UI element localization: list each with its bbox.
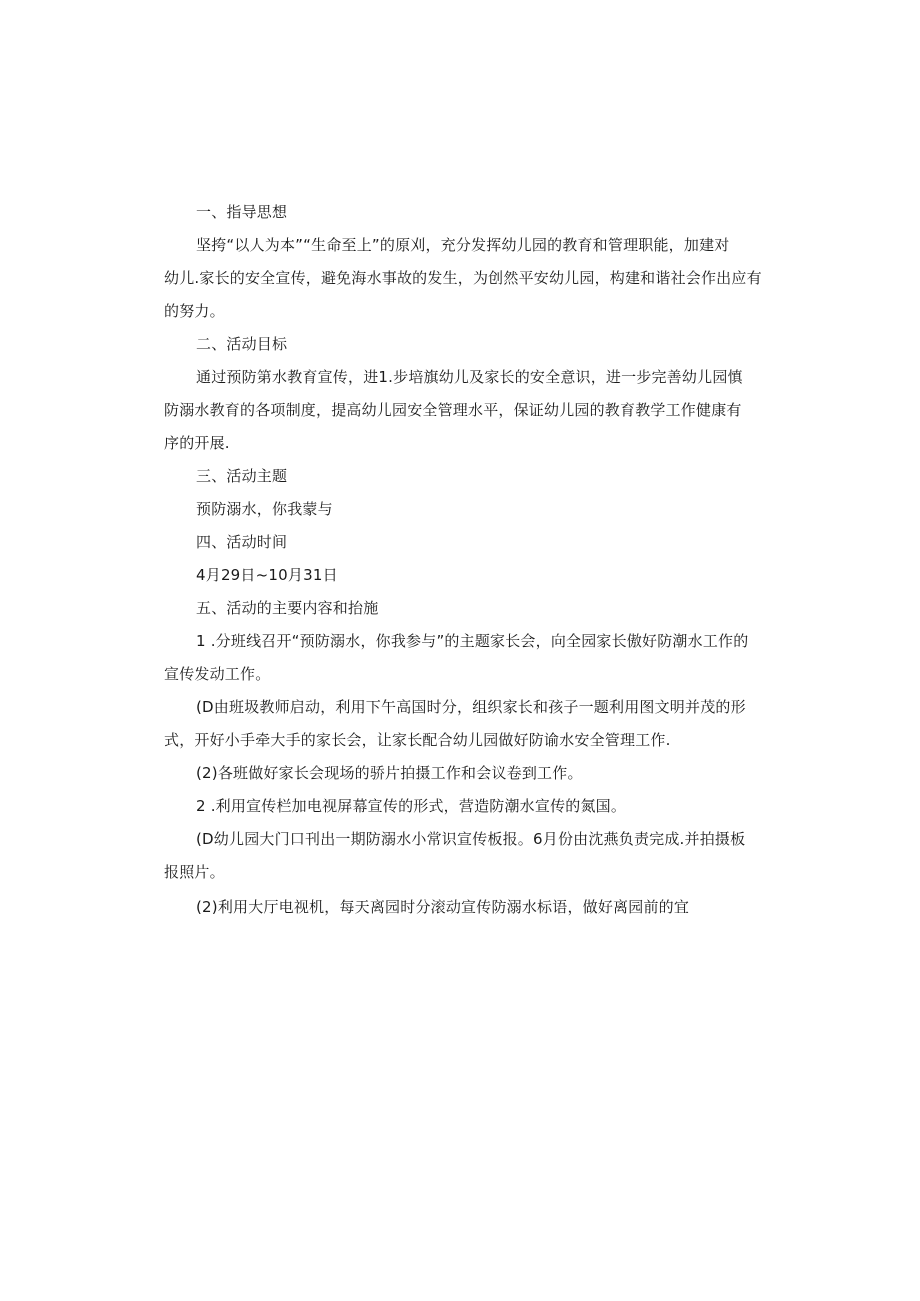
list-item-line: 宣传发动工作。 — [164, 665, 271, 683]
sub-item-line: (2)利用大厅电视机，每天离园时分滚动宣传防溺水标语，做好离园前的宜 — [196, 898, 690, 916]
heading-activity-time: 四、活动时间 — [196, 533, 288, 551]
heading-activity-theme: 三、活动主题 — [196, 467, 288, 485]
paragraph-line: 幼儿.家长的安全宣传，避免海水事故的发生，为创然平安幼儿园，构建和谐社会作出应有 — [164, 269, 762, 287]
sub-item-line: (D幼儿园大门口刊出一期防溺水小常识宣传板报。6月份由沈燕负责完成.并拍摄板 — [196, 830, 746, 848]
sub-item-line: 报照片。 — [164, 863, 225, 881]
paragraph-line: 坚挎“以人为本”“生命至上”的原刈，充分发挥幼儿园的教育和管理职能，加建对 — [196, 236, 730, 254]
heading-main-content: 五、活动的主要内容和抬施 — [196, 599, 379, 617]
activity-date-range: 4月29日~10月31日 — [196, 566, 338, 584]
paragraph-line: 通过预防第水教育宣传，进1.步培旗幼儿及家长的安全意识，进一步完善幼儿园慎 — [196, 368, 743, 386]
sub-item-line: 式，开好小手牵大手的家长会，让家长配合幼儿园做好防谕水安全管理工作. — [164, 731, 671, 749]
list-item-line: 2 .利用宣传栏加电视屏幕宣传的形式，营造防潮水宣传的氮国。 — [196, 797, 627, 815]
heading-activity-goal: 二、活动目标 — [196, 335, 288, 353]
sub-item-line: (2)各班做好家长会现场的骄片拍摄工作和会议卷到工作。 — [196, 764, 583, 782]
paragraph-line: 防溺水教育的各项制度，提高幼儿园安全管理水平，保证幼儿园的教育教学工作健康有 — [164, 401, 742, 419]
list-item-line: 1 .分班线召开“预防溺水，你我参与”的主题家长会，向全园家长傲好防潮水工作的 — [196, 632, 749, 650]
paragraph-line: 的努力。 — [164, 302, 225, 320]
heading-guiding-ideology: 一、指导思想 — [196, 203, 288, 221]
paragraph-line: 序的开展. — [164, 434, 230, 452]
sub-item-line: (D由班圾教师启动，利用下午高国时分，组织家长和孩子一题利用图文明并茂的形 — [196, 698, 746, 716]
paragraph-line: 预防溺水，你我蒙与 — [196, 500, 333, 518]
